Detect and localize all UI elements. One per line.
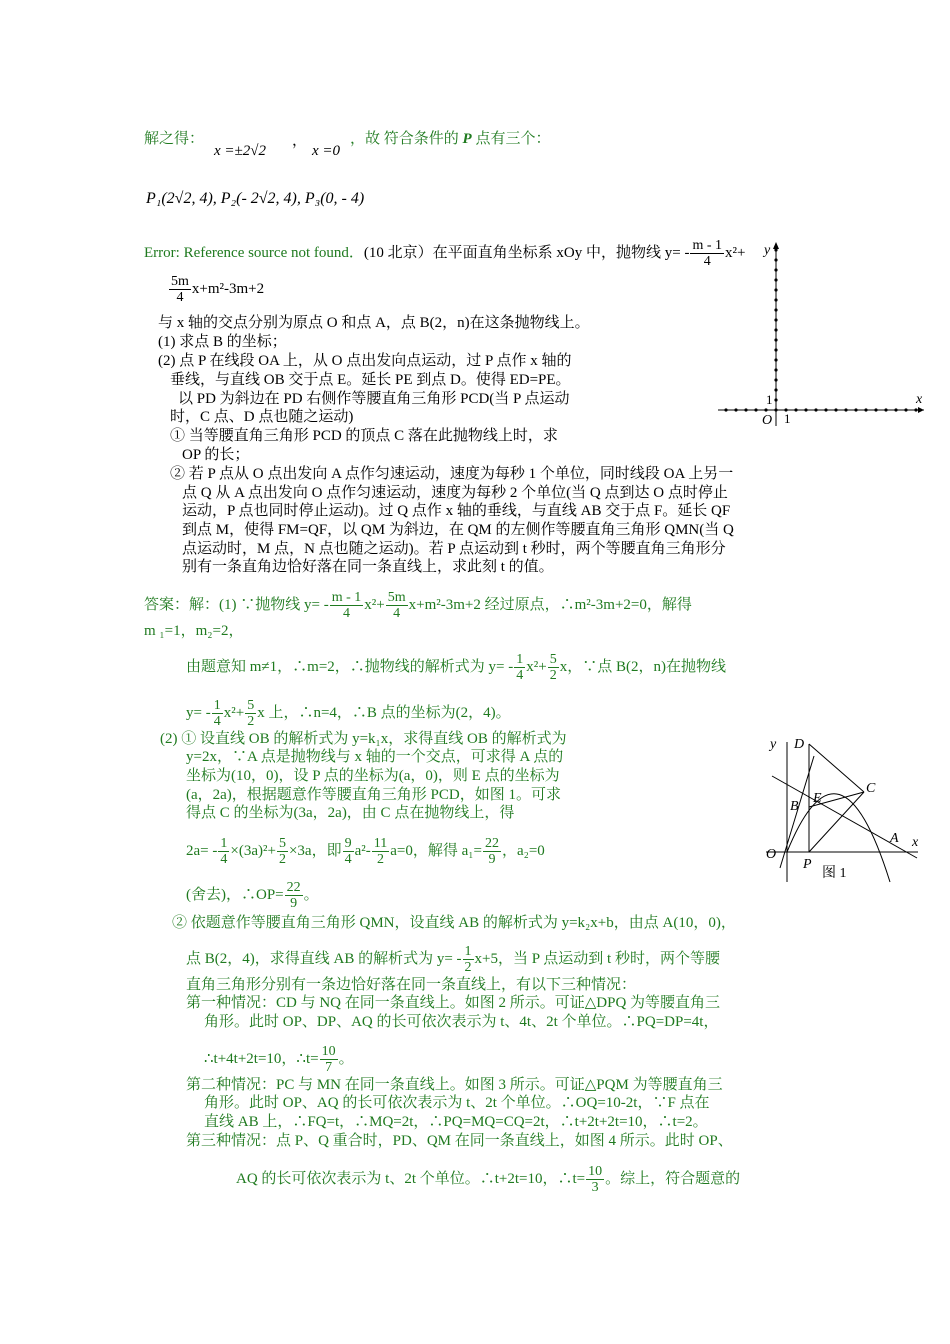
fraction-den: 4 — [393, 606, 401, 621]
x-tick-dot — [804, 408, 807, 411]
fraction-den: 4 — [176, 290, 184, 305]
answer-2-post: x，∵点 B(2，n)在抛物线 — [559, 658, 726, 675]
fraction-num: 1 — [516, 652, 524, 667]
answer-b4: (a，2a)，根据题意作等腰直角三角形 PCD，如图 1。可求 — [186, 787, 561, 803]
x-tick-dot — [814, 408, 817, 411]
b6-mid4: a=0，解得 a₁= — [390, 842, 482, 859]
answer-b6 — [186, 836, 545, 867]
fraction-num: 5 — [247, 698, 255, 713]
x-tick-dot — [864, 408, 867, 411]
answer-c1: ② 依题意作等腰直角三角形 QMN，设直线 AB 的解析式为 y=k₂x+b，由点 A(10，0)， — [172, 915, 736, 931]
fraction-num: 1 — [213, 698, 221, 713]
fig1-y-label: y — [770, 737, 777, 752]
problem-head-text: (10 北京）在平面直角坐标系 xOy 中，抛物线 y= - — [363, 244, 690, 261]
fraction-num: 1 — [220, 836, 228, 851]
b6-mid2: ×3a，即 — [288, 842, 342, 859]
fraction — [343, 836, 354, 867]
problem-line-2 — [168, 274, 264, 305]
x-tick-dot — [914, 408, 917, 411]
x-tick-dot — [874, 408, 877, 411]
fig1-caption: 图 1 — [822, 866, 847, 881]
answer-line-2 — [186, 652, 726, 683]
equation-x-zero: x =0 — [312, 143, 341, 159]
fraction-den: 4 — [344, 852, 352, 867]
answer-roots: m ₁=1，m₂=2， — [144, 623, 244, 639]
fraction-num: 9 — [344, 836, 352, 851]
fraction-den: 4 — [213, 714, 221, 729]
fraction-den: 4 — [342, 606, 350, 621]
y-tick-dot — [774, 348, 777, 351]
fraction — [483, 836, 501, 867]
case-2-line-2: 角形。此时 OP、AQ 的长可依次表示为 t、2t 个单位。∴OQ=10-2t，∵F 点在 — [204, 1095, 710, 1111]
answer-1-pre: 答案：解：(1) ∵抛物线 y= - — [144, 596, 329, 613]
fig1-o-label: O — [766, 847, 777, 862]
case-1-line-2: 角形。此时 OP、DP、AQ 的长可依次表示为 t、4t、2t 个单位。∴PQ=DP=4t， — [204, 1014, 719, 1030]
x-tick-dot — [744, 408, 747, 411]
y-tick-dot — [774, 338, 777, 341]
x-tick-dot — [844, 408, 847, 411]
y-tick-dot — [774, 268, 777, 271]
y-tick-dot — [774, 318, 777, 321]
answer-1-mid: x²+ — [364, 596, 385, 613]
grid-origin-label: O — [762, 413, 773, 428]
solve-prefix: 解之得： — [144, 131, 205, 147]
answer-1-post: x+m²-3m+2 经过原点，∴m²-3m+2=0，解得 — [408, 596, 692, 613]
answer-2-mid: x²+ — [526, 658, 547, 675]
grid-x-label: x — [916, 392, 923, 407]
fig1-x-label: x — [912, 835, 919, 850]
fraction-num: 10 — [321, 1044, 336, 1059]
fraction — [372, 836, 389, 867]
x-axis-arrow — [918, 407, 924, 413]
fraction-num: m - 1 — [692, 238, 723, 253]
x-tick-dot — [734, 408, 737, 411]
fraction — [245, 698, 256, 729]
case-2-line-1: 第二种情况：PC 与 MN 在同一条直线上。如图 3 所示。可证△PQM 为等腰直角三 — [186, 1077, 723, 1093]
question-2-2-f: 别有一条直角边恰好落在同一条直线上，求此刻 t 的值。 — [182, 559, 554, 575]
case-1-line-3 — [204, 1044, 354, 1075]
answer-2-pre: 由题意知 m≠1，∴m=2，∴抛物线的解析式为 y= - — [186, 658, 514, 675]
points-line — [146, 190, 364, 208]
y-tick-dot — [774, 288, 777, 291]
question-2-2-d: 到点 M，使得 FM=QF，以 QM 为斜边，在 QM 的左侧作等腰直角三角形 QMN(当 Q — [182, 522, 734, 538]
conclusion-pre: ，故 符合条件的 — [350, 131, 463, 147]
error-reference: Error: Reference source not found． — [144, 244, 364, 261]
grid-one-y: 1 — [766, 392, 773, 407]
question-2-1-b: OP 的长； — [182, 447, 250, 463]
fraction-5m-over-4 — [169, 274, 191, 305]
fraction — [330, 590, 364, 621]
x-tick-dot — [894, 408, 897, 411]
fraction-den: 3 — [591, 1180, 599, 1195]
fraction-den: 4 — [516, 668, 524, 683]
b6-mid1: ×(3a)²+ — [230, 842, 276, 859]
answer-c2 — [186, 944, 720, 975]
fig1-a-label: A — [890, 831, 899, 846]
answer-line-1 — [144, 590, 692, 621]
fig1-e-label: E — [813, 791, 822, 806]
fraction-num: 1 — [464, 944, 472, 959]
question-2-d: 时，C 点、D 点也随之运动) — [170, 409, 354, 425]
y-tick-dot — [774, 248, 777, 251]
fraction-den: 9 — [488, 852, 496, 867]
case-2-line-3: 直线 AB 上，∴FQ=t，∴MQ=2t，∴PQ=MQ=CQ=2t，∴t+2t+2t=10，∴t=2。 — [204, 1114, 708, 1130]
y-tick-dot — [774, 378, 777, 381]
fraction-num: 5m — [387, 590, 406, 605]
b7-post: 。 — [303, 886, 319, 903]
y-tick-dot — [774, 388, 777, 391]
fraction-num: 22 — [484, 836, 499, 851]
b6-post: ，a₂=0 — [501, 842, 545, 859]
point-p2: P₂(- 2√2, 4), — [220, 190, 301, 207]
answer-c3: 直角三角形分别有一条边恰好落在同一条直线上，有以下三种情况： — [186, 977, 637, 993]
grid-one-x: 1 — [784, 411, 791, 426]
y-tick-dot — [774, 308, 777, 311]
question-2-2-b: 点 Q 从 A 点出发向 O 点作匀速运动，速度为每秒 2 个单位(当 Q 点到达 O 点时停止 — [182, 485, 728, 501]
fraction — [386, 590, 408, 621]
fraction-num: 5 — [549, 652, 557, 667]
conclusion-text — [350, 130, 550, 148]
question-2-2-e: 点运动时，M 点，N 点也随之运动)。若 P 点运动到 t 秒时，两个等腰直角三角形分 — [182, 541, 726, 557]
question-2-a: (2) 点 P 在线段 OA 上，从 O 点出发向点运动，过 P 点作 x 轴的 — [158, 353, 572, 369]
y-tick-dot — [774, 278, 777, 281]
question-2-c: 以 PD 为斜边在 PD 右侧作等腰直角三角形 PCD(当 P 点运动 — [178, 391, 570, 407]
answer-3-mid: x²+ — [223, 704, 245, 721]
x-tick-dot — [854, 408, 857, 411]
answer-b1: (2) ① 设直线 OB 的解析式为 y=k₁x，求得直线 OB 的解析式为 — [160, 731, 567, 747]
answer-b3: 坐标为(10，0)，设 P 点的坐标为(a，0)，则 E 点的坐标为 — [186, 768, 560, 784]
answer-b5: 得点 C 的坐标为(3a，2a)，由 C 点在抛物线上，得 — [186, 805, 515, 821]
y-axis-arrow — [773, 242, 779, 249]
question-2-2-c: 运动，P 点也同时停止运动)。过 Q 点作 x 轴的垂线，与直线 AB 交于点 F。延长 QF — [182, 503, 731, 519]
b7-pre: (舍去)，∴OP= — [186, 886, 284, 903]
fig1-segment-dc — [809, 744, 864, 792]
point-p3: P₃(0, - 4) — [304, 190, 365, 207]
fraction-num: 5m — [171, 274, 189, 289]
fraction-den: 2 — [278, 852, 286, 867]
c2-pre: 点 B(2，4)，求得直线 AB 的解析式为 y= - — [186, 950, 462, 967]
fraction — [586, 1164, 604, 1195]
case-3-line-1: 第三种情况：点 P、Q 重合时，PD、QM 在同一条直线上，如图 4 所示。此时 OP、 — [186, 1133, 733, 1149]
y-tick-dot — [774, 258, 777, 261]
conclusion-post: 点有三个： — [471, 131, 551, 147]
x-tick-dot — [724, 408, 727, 411]
figure-1 — [762, 732, 930, 884]
case-3-line-2 — [236, 1164, 740, 1195]
b6-pre: 2a= - — [186, 842, 218, 859]
fraction — [463, 944, 474, 975]
fraction-den: 9 — [290, 896, 298, 911]
fraction-num: 11 — [373, 836, 388, 851]
fig1-c-label: C — [866, 781, 876, 796]
x-tick-dot — [764, 408, 767, 411]
eq-separator: ， — [292, 133, 308, 149]
fraction-den: 7 — [325, 1060, 333, 1075]
x-tick-dot — [794, 408, 797, 411]
answer-3-pre: y= - — [186, 704, 211, 721]
f2-post: 。综上，符合题意的 — [605, 1170, 741, 1187]
question-2-b: 垂线，与直线 OB 交于点 E。延长 PE 到点 D。使得 ED=PE。 — [170, 372, 571, 388]
fig1-b-label: B — [790, 799, 799, 814]
x-tick-dot — [884, 408, 887, 411]
f2-pre: AQ 的长可依次表示为 t、2t 个单位。∴t+2t=10，∴t= — [236, 1170, 586, 1187]
x-tick-dot — [774, 408, 777, 411]
equation-x-root: x =±2√2 — [214, 143, 266, 159]
fraction-num: 22 — [286, 880, 301, 895]
fraction-den: 2 — [376, 852, 384, 867]
fraction-num: 5 — [278, 836, 286, 851]
fraction-den: 2 — [247, 714, 255, 729]
question-2-1-a: ① 当等腰直角三角形 PCD 的顶点 C 落在此抛物线上时，求 — [170, 428, 558, 444]
y-tick-dot — [774, 298, 777, 301]
fraction — [514, 652, 525, 683]
x-tick-dot — [904, 408, 907, 411]
fraction — [212, 698, 223, 729]
solution-intro — [144, 130, 204, 148]
problem-head-tail: x²+ — [725, 244, 746, 261]
problem-line-3: 与 x 轴的交点分别为原点 O 和点 A，点 B(2，n)在这条抛物线上。 — [158, 315, 590, 331]
y-tick-dot — [774, 358, 777, 361]
fig1-p-label: P — [803, 857, 812, 872]
question-1: (1) 求点 B 的坐标； — [158, 334, 287, 350]
fraction — [218, 836, 229, 867]
fig1-d-label: D — [794, 737, 805, 752]
answer-3-post: x 上，∴n=4，∴B 点的坐标为(2，4)。 — [257, 704, 511, 721]
fraction — [320, 1044, 338, 1075]
coordinate-grid-figure — [718, 240, 930, 430]
grid-y-label: y — [764, 243, 771, 258]
c2-post: x+5，当 P 点运动到 t 秒时，两个等腰 — [474, 950, 720, 967]
x-tick-dot — [834, 408, 837, 411]
question-2-2-a: ② 若 P 点从 O 点出发向 A 点作匀速运动，速度为每秒 1 个单位，同时线段 OA 上另一 — [170, 466, 734, 482]
answer-b7 — [186, 880, 319, 911]
y-tick-dot — [774, 328, 777, 331]
fraction-num: 10 — [588, 1164, 603, 1179]
y-tick-dot — [774, 368, 777, 371]
fraction-den: 4 — [703, 254, 711, 269]
answer-line-3 — [186, 698, 511, 729]
point-p-bold: P — [462, 131, 472, 147]
y-tick-dot — [774, 398, 777, 401]
b6-mid3: a²- — [354, 842, 371, 859]
fraction-den: 4 — [220, 852, 228, 867]
fraction-den: 2 — [549, 668, 557, 683]
point-p1: P₁(2√2, 4), — [146, 190, 217, 207]
fraction — [277, 836, 288, 867]
d3-post: 。 — [338, 1050, 354, 1067]
fraction — [548, 652, 559, 683]
fraction-den: 2 — [464, 960, 472, 975]
d3-pre: ∴t+4t+2t=10，∴t= — [204, 1050, 319, 1067]
problem-line-2-tail: x+m²-3m+2 — [191, 280, 265, 297]
x-tick-dot — [824, 408, 827, 411]
case-1-line-1: 第一种情况：CD 与 NQ 在同一条直线上。如图 2 所示。可证△DPQ 为等腰直角三 — [186, 995, 721, 1011]
fraction-num: m - 1 — [331, 590, 362, 605]
answer-b2: y=2x，∵A 点是抛物线与 x 轴的一个交点，可求得 A 点的 — [186, 749, 564, 765]
x-tick-dot — [754, 408, 757, 411]
problem-head — [144, 238, 746, 269]
fraction — [285, 880, 303, 911]
